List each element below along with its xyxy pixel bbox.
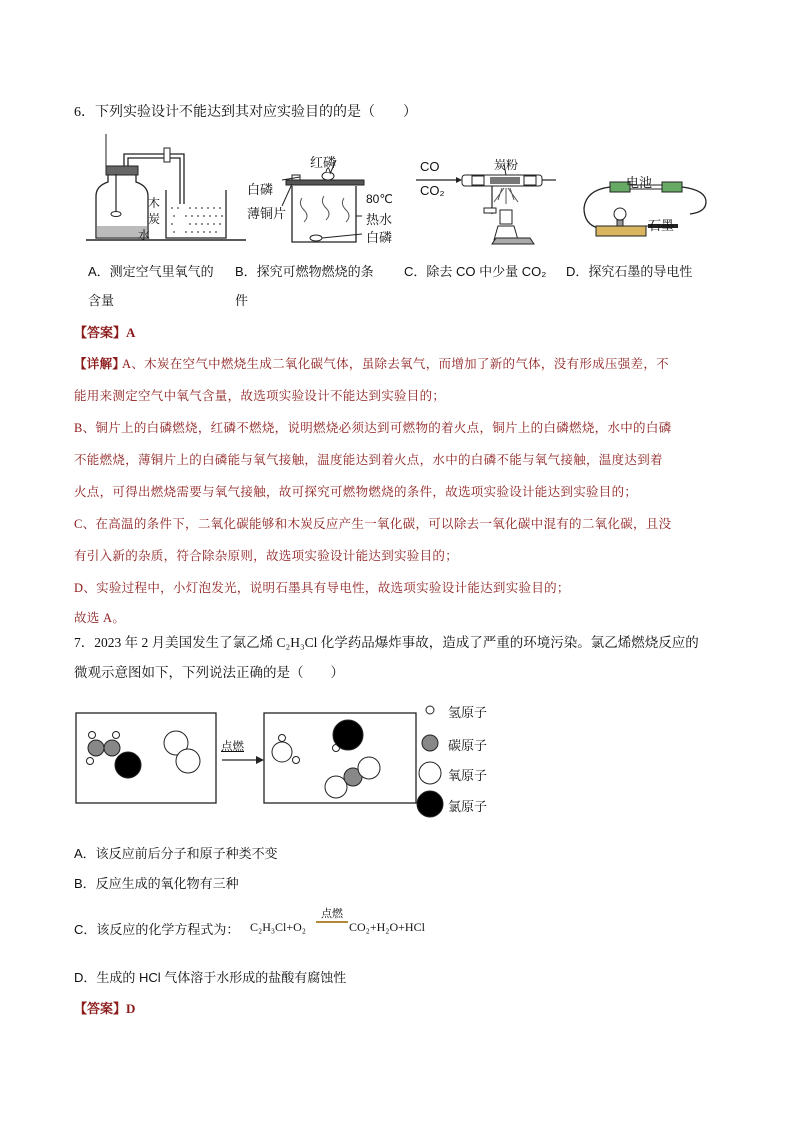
- fig-b-white-p: 白磷: [247, 182, 274, 197]
- legend-oxygen-label: 氧原子: [448, 768, 488, 783]
- q6-explanation-line: B、铜片上的白磷燃烧，红磷不燃烧，说明燃烧必须达到可燃物的着火点，铜片上的白磷燃烧，水中的白磷: [74, 421, 672, 435]
- legend-hydrogen-label: 氢原子: [448, 705, 488, 720]
- q6-option-b-line2: 件: [235, 293, 249, 308]
- q7-stem-line1: 7．2023 年 2 月美国发生了氯乙烯 C₂H₃Cl 化学药品爆炸事故，造成了严重的环境污染。氯乙烯燃烧反应的: [74, 635, 699, 650]
- q6-figure-a: [86, 134, 246, 246]
- fig-b-copper: 薄铜片: [247, 206, 287, 221]
- fig-c-carbon: 炭粉: [494, 158, 519, 172]
- q6-option-a-line1: A．测定空气里氧气的: [88, 264, 214, 279]
- q6-option-b-line1: B．探究可燃物燃烧的条: [235, 264, 374, 279]
- q6-stem: 6．下列实验设计不能达到其对应实验目的的是（ ）: [74, 105, 417, 120]
- legend-chlorine-icon: [417, 791, 443, 817]
- legend-hydrogen-icon: [426, 706, 434, 714]
- q7-equation-condition: 点燃: [316, 905, 348, 923]
- legend-carbon-icon: [422, 735, 438, 751]
- q7-option-c-prefix: C．该反应的化学方程式为：: [74, 922, 240, 937]
- q6-answer: 【答案】A: [74, 325, 136, 340]
- q6-option-c: C．除去 CO 中少量 CO₂: [404, 264, 547, 279]
- fig-d-graphite: 石墨: [648, 218, 675, 233]
- fig-c-co2: CO₂: [420, 183, 445, 198]
- q6-explanation-line: 能用来测定空气中氧气含量，故选项实验设计不能达到实验目的；: [74, 389, 446, 403]
- q7-option-a: A．该反应前后分子和原子种类不变: [74, 846, 278, 861]
- fig-a-label-water: 水: [138, 228, 151, 242]
- q6-explanation-line: C、在高温的条件下，二氧化碳能够和木炭反应产生一氧化碳，可以除去一氧化碳中混有的二氧化碳，且没: [74, 517, 672, 531]
- q7-option-d: D．生成的 HCl 气体溶于水形成的盐酸有腐蚀性: [74, 970, 347, 985]
- q7-answer: 【答案】D: [74, 1001, 136, 1016]
- legend-carbon-label: 碳原子: [448, 738, 488, 753]
- q6-explanation-line: D、实验过程中，小灯泡发光，说明石墨具有导电性，故选项实验设计能达到实验目的；: [74, 581, 570, 595]
- q7-option-b: B．反应生成的氧化物有三种: [74, 876, 239, 891]
- fig-b-white-p2: 白磷: [366, 230, 393, 245]
- q7-stem-line2: 微观示意图如下，下列说法正确的是（ ）: [74, 665, 344, 680]
- fig-b-temp: 80℃: [366, 192, 393, 206]
- q6-explanation-line: 故选 A。: [74, 611, 126, 625]
- fig-b-hot-water: 热水: [366, 212, 393, 227]
- q6-detail-label: 【详解】: [74, 357, 126, 371]
- fig-b-red-p: 红磷: [310, 155, 337, 170]
- q7-arrow-label: 点燃: [221, 741, 244, 753]
- q7-equation-right: CO₂+H₂O+HCl: [349, 920, 425, 934]
- q6-figure-d: [578, 168, 728, 248]
- fig-a-label-charcoal: 炭: [148, 212, 161, 226]
- q6-explanation-line: 有引入新的杂质，符合除杂原则，故选项实验设计能达到实验目的；: [74, 549, 459, 563]
- fig-c-co: CO: [420, 159, 440, 174]
- q6-option-d: D．探究石墨的导电性: [566, 264, 693, 279]
- legend-oxygen-icon: [419, 762, 441, 784]
- q6-explanation-line: 不能燃烧，薄铜片上的白磷能与氧气接触，温度能达到着火点，水中的白磷不能与氧气接触，温度达到着: [74, 453, 663, 467]
- q7-equation-left: C₂H₃Cl+O₂: [250, 920, 306, 934]
- fig-d-battery: 电池: [626, 175, 653, 190]
- fig-a-label-wood: 木: [148, 196, 161, 210]
- q6-option-a-line2: 含量: [88, 293, 115, 308]
- q6-explanation-line: A、木炭在空气中燃烧生成二氧化碳气体，虽除去氧气，而增加了新的气体，没有形成压强差，不: [122, 357, 669, 371]
- q6-explanation-line: 火点，可得出燃烧需要与氧气接触，故可探究可燃物燃烧的条件，故选项实验设计能达到实验目的；: [74, 485, 638, 499]
- legend-chlorine-label: 氯原子: [448, 799, 488, 814]
